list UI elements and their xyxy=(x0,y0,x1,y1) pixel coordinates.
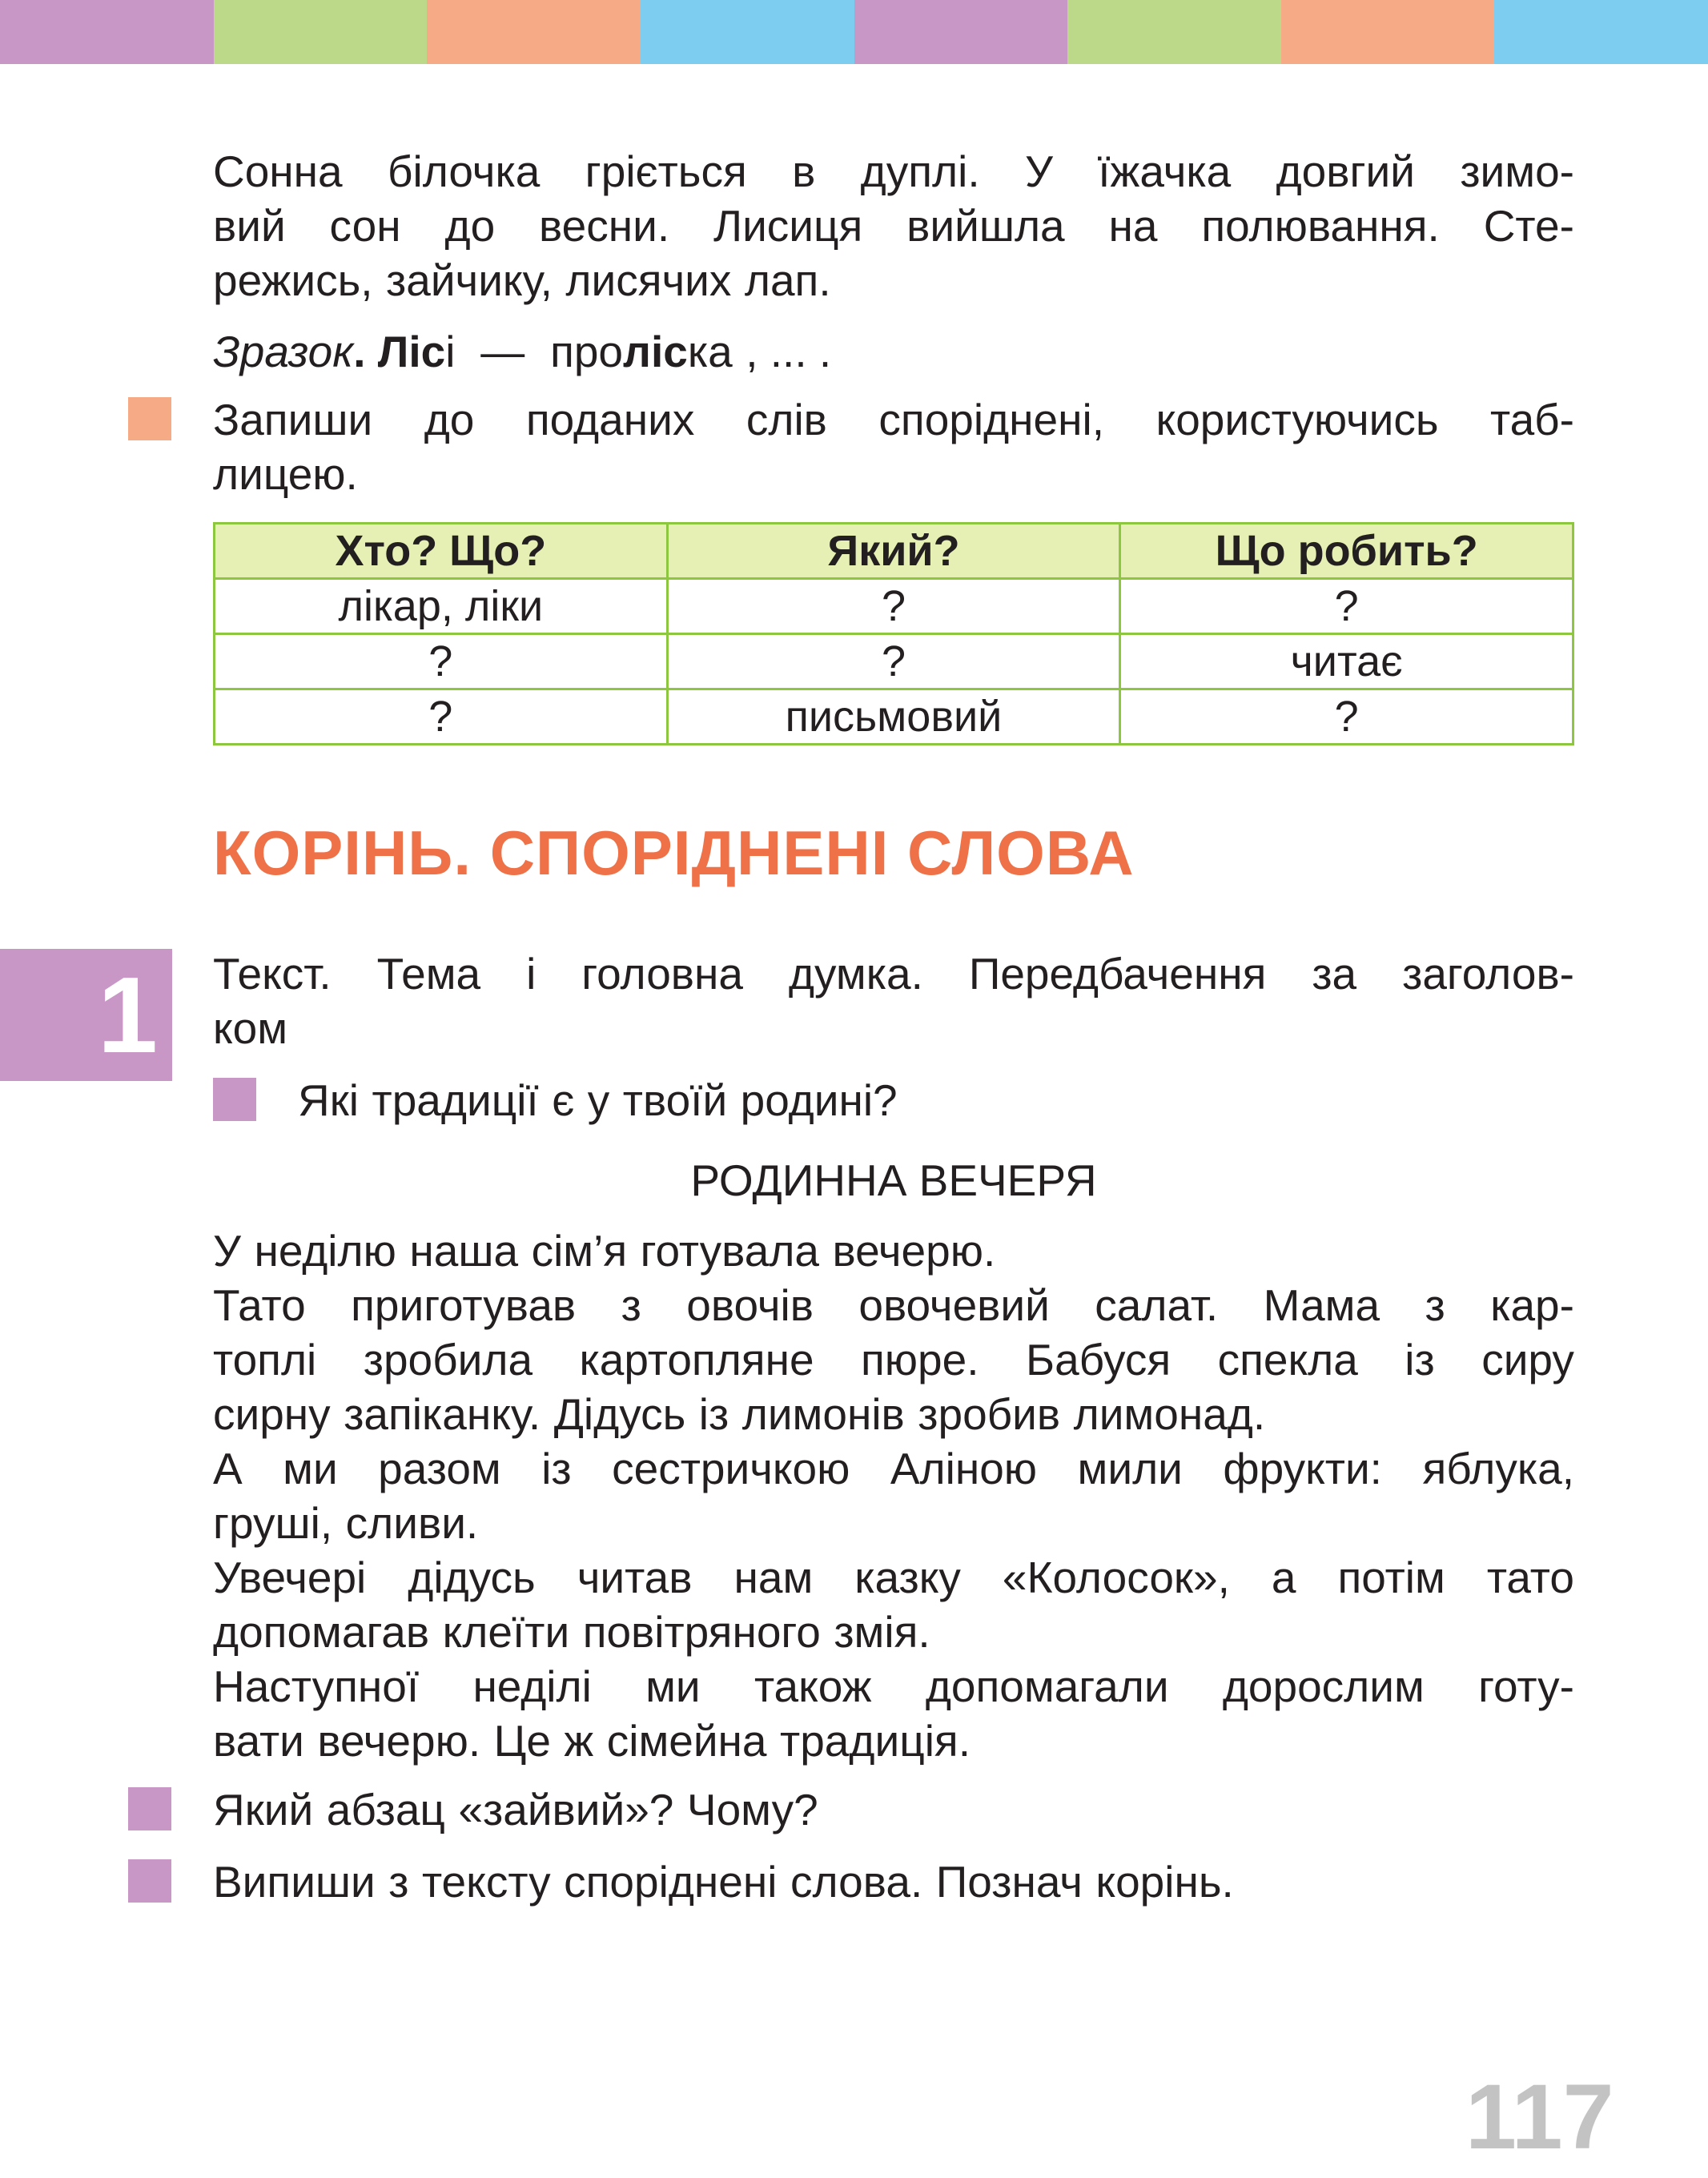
color-stripe xyxy=(1281,0,1495,64)
table-cell: ? xyxy=(667,634,1120,689)
story-title: РОДИННА ВЕЧЕРЯ xyxy=(690,1155,1097,1205)
question-bullet-pink xyxy=(213,1078,256,1121)
task-table-instructions xyxy=(213,392,1574,501)
color-stripe xyxy=(214,0,428,64)
task-bullet-orange xyxy=(128,397,171,440)
text-line: Випиши з тексту споріднені слова. Познач корінь. xyxy=(213,1857,1234,1907)
text-line: Запиши до поданих слів споріднені, користуючись таб- xyxy=(213,395,1574,444)
text-line: Наступної неділі ми також допомагали дорослим готу- xyxy=(213,1662,1574,1711)
table-header: Хто? Що? xyxy=(215,524,668,579)
text-line: лицею. xyxy=(213,449,358,499)
color-stripe xyxy=(427,0,641,64)
text-line: ком xyxy=(213,1003,288,1053)
color-stripe xyxy=(1494,0,1708,64)
text-line: Тато приготував з овочів овочевий салат. Мама з кар- xyxy=(213,1280,1574,1330)
table-cell: ? xyxy=(1120,689,1573,745)
text-line: груші, сливи. xyxy=(213,1498,479,1548)
color-stripe xyxy=(0,0,214,64)
text-line: допомагав клеїти повітряного змія. xyxy=(213,1607,930,1657)
text-line: топлі зробила картопляне пюре. Бабуся спекла із сиру xyxy=(213,1335,1574,1384)
table-cell: ? xyxy=(215,689,668,745)
text-line: Текст. Тема і головна думка. Передбачення за заголов- xyxy=(213,949,1574,999)
text-line: Який абзац «зайвий»? Чому? xyxy=(213,1785,818,1834)
color-stripes xyxy=(0,0,1708,64)
intro-paragraph xyxy=(213,144,1574,307)
table-row xyxy=(215,689,1573,745)
table-header: Який? xyxy=(667,524,1120,579)
sample-label: Зразок xyxy=(213,327,354,376)
text-line: режись, зайчику, лисячих лап. xyxy=(213,255,831,305)
color-stripe xyxy=(1067,0,1281,64)
story-text xyxy=(213,1224,1574,1768)
task-bullet-pink xyxy=(128,1859,171,1903)
text-line: вий сон до весни. Лисиця вийшла на полювання. Сте- xyxy=(213,201,1574,251)
text-line: А ми разом із сестричкою Аліною мили фрукти: яблука, xyxy=(213,1444,1574,1493)
table-cell: лікар, ліки xyxy=(215,579,668,634)
exercise-title xyxy=(213,946,1574,1055)
text-line: сирну запіканку. Дідусь із лимонів зробив лимонад. xyxy=(213,1389,1266,1439)
exercise-number-badge: 1 xyxy=(0,949,172,1081)
text-line: У неділю наша сім’я готувала вечерю. xyxy=(213,1226,996,1276)
text-line: вати вечерю. Це ж сімейна традиція. xyxy=(213,1716,971,1766)
task-bullet-pink xyxy=(128,1787,171,1830)
related-words-table xyxy=(213,522,1574,745)
table-cell: письмовий xyxy=(667,689,1120,745)
text-line: Сонна білочка гріється в дуплі. У їжачка довгий зимо- xyxy=(213,147,1574,196)
text-line: Які традиції є у твоїй родині? xyxy=(298,1075,898,1125)
table-row xyxy=(215,634,1573,689)
table-cell: ? xyxy=(215,634,668,689)
color-stripe xyxy=(854,0,1068,64)
sample-line: Зразок. Лісі — проліска , ... . xyxy=(213,327,832,376)
page-number: 117 xyxy=(1465,2066,1614,2168)
color-stripe xyxy=(641,0,854,64)
text-line: Увечері дідусь читав нам казку «Колосок», а потім тато xyxy=(213,1553,1574,1602)
table-header: Що робить? xyxy=(1120,524,1573,579)
task-line xyxy=(213,1855,1574,1909)
table-row xyxy=(215,579,1573,634)
section-heading: КОРІНЬ. СПОРІДНЕНІ СЛОВА xyxy=(213,818,1135,888)
table-cell: ? xyxy=(667,579,1120,634)
table-cell: читає xyxy=(1120,634,1573,689)
exercise-question xyxy=(298,1073,1419,1127)
table-cell: ? xyxy=(1120,579,1573,634)
task-line xyxy=(213,1782,1574,1837)
